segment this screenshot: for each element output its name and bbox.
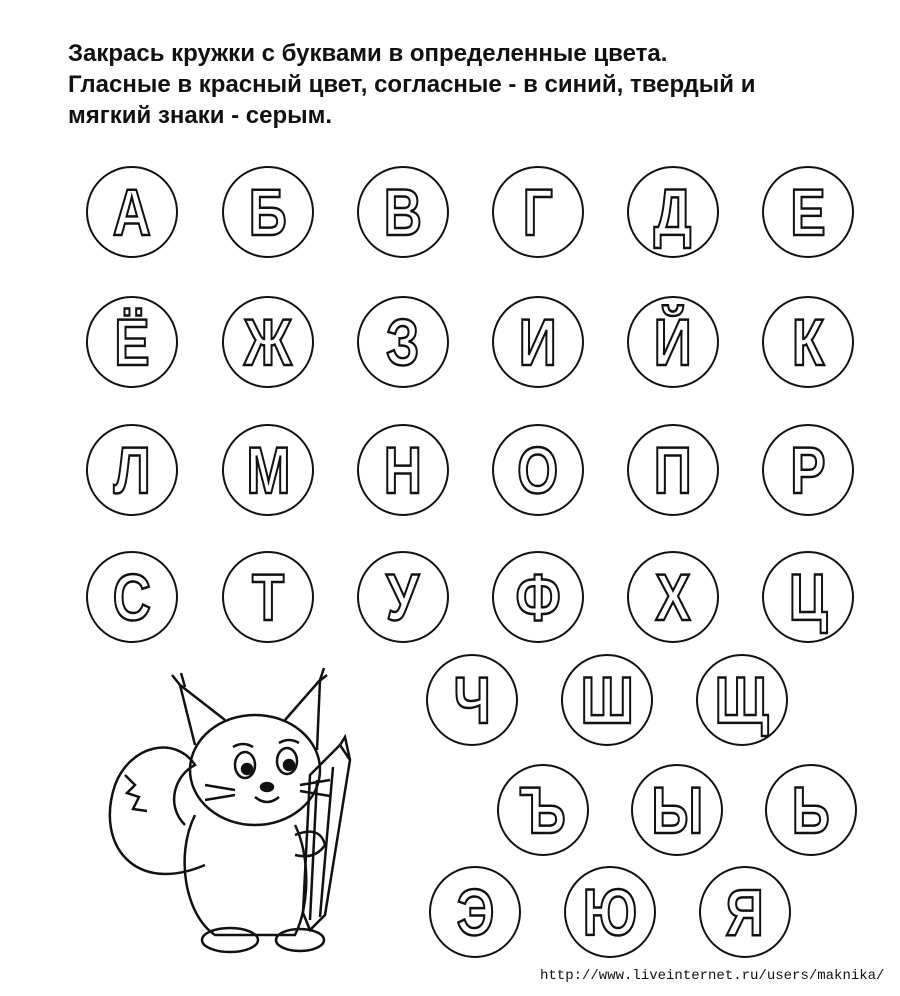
letter-circle: [222, 166, 314, 258]
instruction-line-3: мягкий знаки - серым.: [68, 102, 333, 129]
letter-glyph: Й: [654, 305, 692, 379]
letter-circle: [86, 296, 178, 388]
letter-circle: [357, 551, 449, 643]
letter-circle: [222, 424, 314, 516]
letter-circle: [564, 866, 656, 958]
letter-glyph: Ь: [792, 773, 830, 847]
letter-circle: [627, 424, 719, 516]
letter-glyph: В: [383, 175, 423, 249]
letter-circle: [699, 866, 791, 958]
letter-glyph: Е: [790, 175, 826, 249]
letter-circle: [222, 551, 314, 643]
letter-circle: [762, 296, 854, 388]
letter-circle: [86, 551, 178, 643]
letter-glyph: Р: [790, 433, 826, 507]
letter-circle: [631, 764, 723, 856]
letter-circle: [627, 296, 719, 388]
letter-glyph: К: [791, 305, 825, 379]
letter-glyph: Ъ: [520, 773, 566, 847]
letter-circle: [492, 551, 584, 643]
letter-circle: [627, 166, 719, 258]
letter-circle: [561, 654, 653, 746]
instructions: [68, 38, 878, 131]
instruction-line-2: Гласные в красный цвет, согласные - в синий, твердый и: [68, 71, 756, 98]
letter-circle: [762, 424, 854, 516]
letter-glyph: Н: [383, 433, 423, 507]
letter-circle: [222, 296, 314, 388]
letter-glyph: И: [519, 305, 557, 379]
instruction-line-1: Закрась кружки с буквами в определенные цвета.: [68, 40, 668, 67]
letter-circle: [762, 551, 854, 643]
letter-circle: [86, 424, 178, 516]
letter-glyph: Щ: [715, 663, 769, 737]
letter-glyph: М: [245, 433, 290, 507]
letter-circle: [86, 166, 178, 258]
letter-circle: [696, 654, 788, 746]
squirrel-illustration: [95, 665, 355, 965]
letter-glyph: Д: [654, 175, 692, 249]
letter-glyph: Ч: [453, 663, 491, 737]
letter-glyph: Ю: [582, 875, 638, 949]
letter-circle: [492, 424, 584, 516]
letter-glyph: Б: [249, 175, 287, 249]
letter-glyph: Ж: [244, 305, 292, 379]
letter-glyph: Ё: [114, 305, 150, 379]
letter-glyph: З: [386, 305, 420, 379]
letter-glyph: У: [386, 560, 420, 634]
letter-glyph: Г: [523, 175, 553, 249]
letter-glyph: Я: [726, 875, 764, 949]
letter-circle: [765, 764, 857, 856]
letter-glyph: Т: [251, 560, 285, 634]
letter-glyph: П: [654, 433, 692, 507]
letter-glyph: Ш: [580, 663, 634, 737]
letter-circle: [357, 296, 449, 388]
letter-circle: [492, 166, 584, 258]
letter-glyph: Ы: [651, 773, 703, 847]
letter-glyph: Л: [113, 433, 151, 507]
letter-circle: [429, 866, 521, 958]
letter-glyph: Ф: [515, 560, 561, 634]
letter-circle: [627, 551, 719, 643]
letter-circle: [357, 166, 449, 258]
letter-circle: [492, 296, 584, 388]
letter-glyph: С: [112, 560, 152, 634]
letter-circle: [497, 764, 589, 856]
letter-glyph: О: [517, 433, 559, 507]
letter-circle: [357, 424, 449, 516]
letter-glyph: А: [112, 175, 152, 249]
letter-glyph: Э: [456, 875, 494, 949]
letter-circle: [426, 654, 518, 746]
letter-glyph: Ц: [788, 560, 828, 634]
letter-circle: [762, 166, 854, 258]
letter-glyph: Х: [655, 560, 691, 634]
watermark-url: http://www.liveinternet.ru/users/maknika/: [540, 968, 885, 984]
